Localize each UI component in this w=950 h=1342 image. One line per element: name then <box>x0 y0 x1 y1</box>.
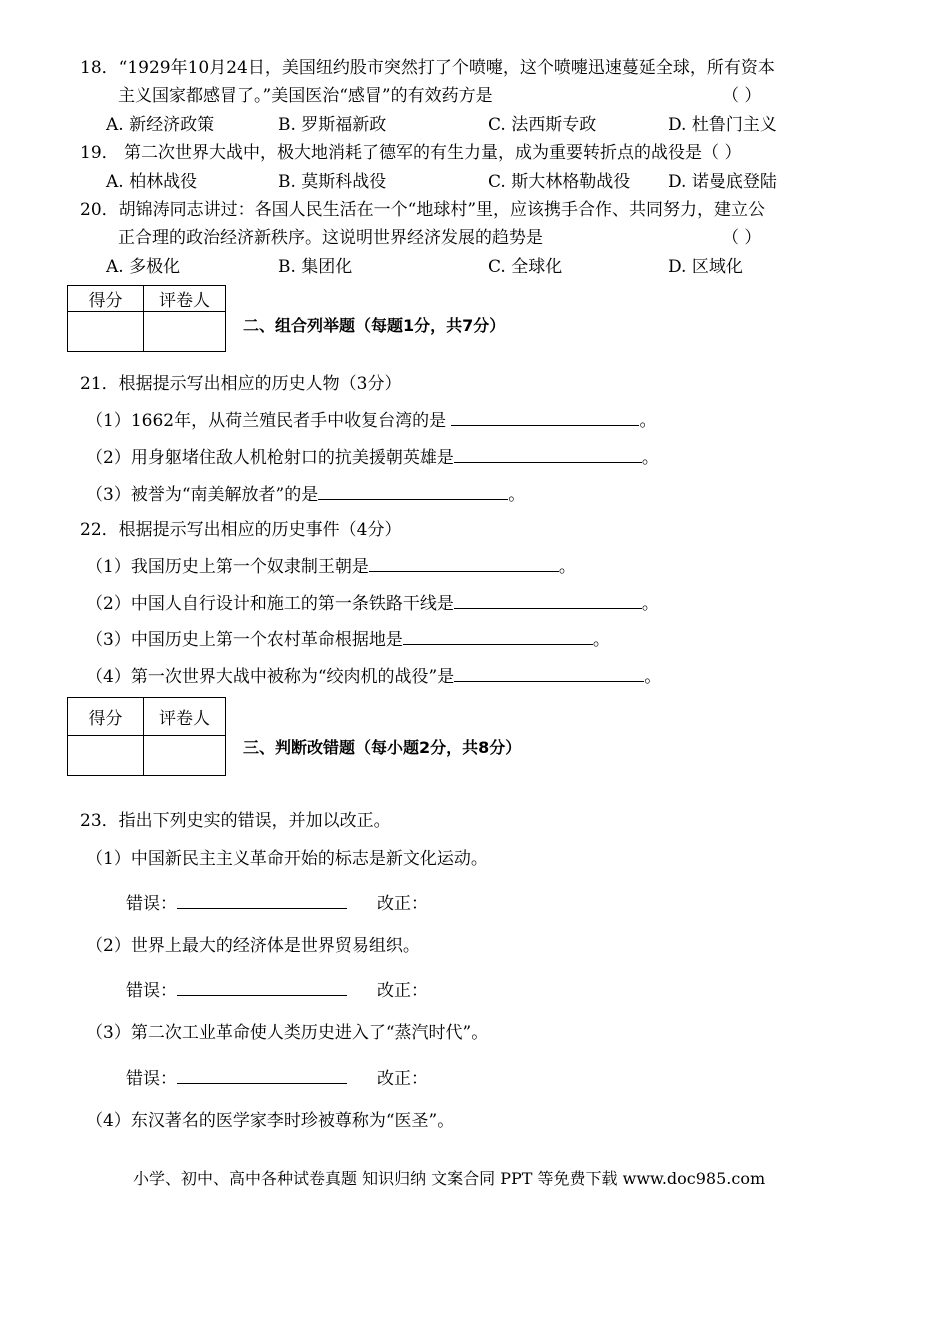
q20-option-b: B. 集团化 <box>278 257 353 277</box>
q22-item-4-text: （4）第一次世界大战中被称为“绞肉机的战役”是 <box>86 667 455 687</box>
score-cell[interactable] <box>68 736 144 776</box>
page-footer: 小学、初中、高中各种试卷真题 知识归纳 文案合同 PPT 等免费下载 www.doc985.com <box>133 1169 766 1188</box>
q23-item-4: （4）东汉著名的医学家李时珍被尊称为“医圣”。 <box>86 1111 455 1131</box>
q20-option-a: A. 多极化 <box>106 257 181 277</box>
error-label: 错误： <box>126 894 177 914</box>
q18-option-d: D. 杜鲁门主义 <box>668 115 777 135</box>
q22-item-2-text: （2）中国人自行设计和施工的第一条铁路干线是 <box>86 594 454 614</box>
q23-item-2-answer <box>126 979 428 1002</box>
q21-item-3-blank[interactable] <box>318 483 508 500</box>
error-label: 错误： <box>126 981 177 1001</box>
q22-item-3-blank[interactable] <box>403 628 593 645</box>
q21-item-3-period: 。 <box>508 485 526 505</box>
q23-item-3: （3）第二次工业革命使人类历史进入了“蒸汽时代”。 <box>86 1023 489 1043</box>
q19-stem: 19． 第二次世界大战中，极大地消耗了德军的有生力量，成为重要转折点的战役是（ ） <box>80 143 742 163</box>
q22-stem: 22．根据提示写出相应的历史事件（4分） <box>80 520 402 540</box>
q18-stem-line2: 主义国家都感冒了。”美国医治“感冒”的有效药方是 <box>118 86 493 106</box>
fix-label: 改正： <box>377 894 428 914</box>
q22-item-2 <box>86 592 659 615</box>
score-label: 得分 <box>68 286 144 312</box>
q22-item-4-blank[interactable] <box>454 665 644 682</box>
grader-cell[interactable] <box>144 312 226 352</box>
q22-item-1-period: 。 <box>558 557 576 577</box>
grader-label: 评卷人 <box>144 286 226 312</box>
score-cell[interactable] <box>68 312 144 352</box>
section3-title: 三、判断改错题（每小题2分，共8分） <box>243 738 522 757</box>
fix-label: 改正： <box>377 1069 428 1089</box>
q18-option-b: B. 罗斯福新政 <box>278 115 387 135</box>
q21-item-2 <box>86 446 659 469</box>
q22-item-1-blank[interactable] <box>369 555 559 572</box>
q21-item-3 <box>86 483 525 506</box>
fix-label: 改正： <box>377 981 428 1001</box>
error-label: 错误： <box>126 1069 177 1089</box>
q21-item-2-blank[interactable] <box>454 446 642 463</box>
q19-option-b: B. 莫斯科战役 <box>278 172 387 192</box>
q22-item-3-text: （3）中国历史上第一个农村革命根据地是 <box>86 630 403 650</box>
q22-item-4 <box>86 665 661 688</box>
q23-item-1-answer <box>126 892 428 915</box>
score-label: 得分 <box>68 698 144 736</box>
q21-item-2-period: 。 <box>641 448 659 468</box>
q18-stem-line1: 18．“1929年10月24日，美国纽约股市突然打了个喷嚏，这个喷嚏迅速蔓延全球，所有资本 <box>80 58 775 78</box>
q21-item-1 <box>86 409 656 432</box>
q20-stem-line1: 20．胡锦涛同志讲过：各国人民生活在一个“地球村”里，应该携手合作、共同努力，建立公 <box>80 200 766 220</box>
q23-item-3-answer <box>126 1067 428 1090</box>
q22-item-2-period: 。 <box>641 594 659 614</box>
q22-item-3 <box>86 628 610 651</box>
grader-cell[interactable] <box>144 736 226 776</box>
q21-item-1-blank[interactable] <box>451 409 639 426</box>
q21-item-1-text: （1）1662年，从荷兰殖民者手中收复台湾的是 <box>86 411 452 431</box>
q21-item-3-text: （3）被誉为“南美解放者”的是 <box>86 485 319 505</box>
q22-item-1-text: （1）我国历史上第一个奴隶制王朝是 <box>86 557 369 577</box>
q22-item-3-period: 。 <box>592 630 610 650</box>
q19-option-d: D. 诺曼底登陆 <box>668 172 777 192</box>
q21-item-2-text: （2）用身躯堵住敌人机枪射口的抗美援朝英雄是 <box>86 448 454 468</box>
q21-item-1-period: 。 <box>639 411 657 431</box>
error-blank[interactable] <box>177 892 347 909</box>
q19-option-c: C. 斯大林格勒战役 <box>488 172 631 192</box>
q19-option-a: A. 柏林战役 <box>106 172 198 192</box>
q18-option-c: C. 法西斯专政 <box>488 115 597 135</box>
q20-option-c: C. 全球化 <box>488 257 563 277</box>
error-blank[interactable] <box>177 1067 347 1084</box>
q18-option-a: A. 新经济政策 <box>106 115 215 135</box>
q20-option-d: D. 区域化 <box>668 257 743 277</box>
q23-item-1: （1）中国新民主主义革命开始的标志是新文化运动。 <box>86 849 488 869</box>
q22-item-1 <box>86 555 576 578</box>
section2-score-box <box>67 285 226 352</box>
q23-stem: 23．指出下列史实的错误，并加以改正。 <box>80 811 391 831</box>
q21-stem: 21．根据提示写出相应的历史人物（3分） <box>80 374 402 394</box>
q22-item-2-blank[interactable] <box>454 592 642 609</box>
grader-label: 评卷人 <box>144 698 226 736</box>
section3-score-box <box>67 697 226 776</box>
section2-title: 二、组合列举题（每题1分，共7分） <box>243 316 506 335</box>
q20-stem-line2: 正合理的政治经济新秩序。这说明世界经济发展的趋势是 <box>118 228 543 248</box>
q22-item-4-period: 。 <box>644 667 662 687</box>
q23-item-2: （2）世界上最大的经济体是世界贸易组织。 <box>86 936 420 956</box>
error-blank[interactable] <box>177 979 347 996</box>
q20-answer-paren: （ ） <box>722 228 762 248</box>
q18-answer-paren: （ ） <box>722 86 762 106</box>
